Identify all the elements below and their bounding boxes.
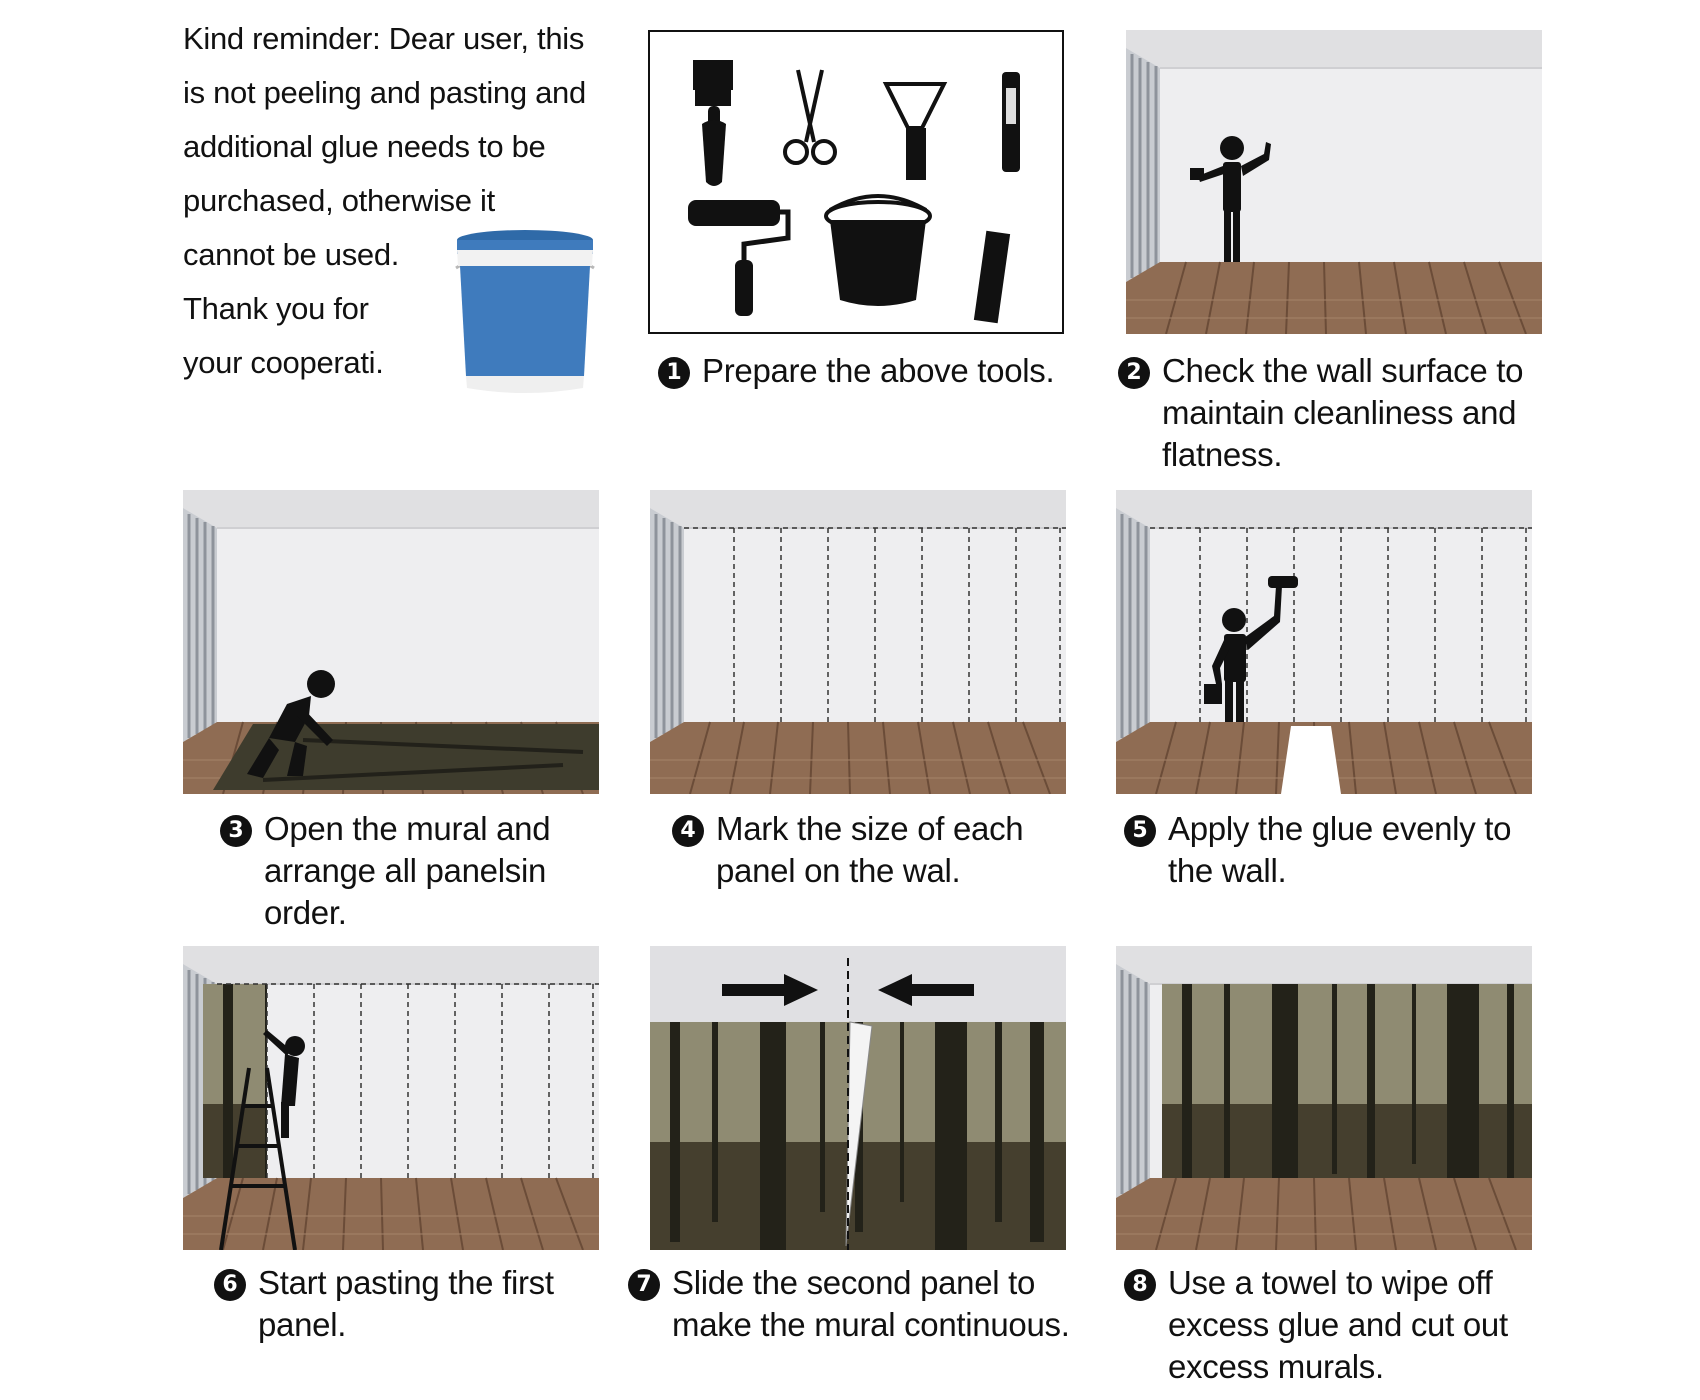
reminder-line: is not peeling and pasting and: [183, 75, 586, 110]
step-text: Start pasting the first: [258, 1264, 554, 1301]
step-caption: [628, 1262, 1070, 1346]
step-number-badge: 8: [1124, 1269, 1156, 1301]
step-text: panel.: [258, 1306, 347, 1343]
step-caption: [220, 808, 550, 934]
step-number-badge: 7: [628, 1269, 660, 1301]
scene-apply-glue: [1116, 490, 1532, 794]
step-text: Slide the second panel to: [672, 1264, 1036, 1301]
step-number-badge: 1: [658, 357, 690, 389]
glue-bucket-icon: [450, 228, 600, 398]
paint-roller-icon: [688, 200, 788, 316]
step-text: maintain cleanliness and: [1162, 394, 1517, 431]
step-text: Mark the size of each: [716, 810, 1024, 847]
step-caption: [672, 808, 1023, 892]
utility-knife-icon: [1002, 72, 1020, 172]
reminder-line: purchased, otherwise it: [183, 183, 495, 218]
step-number-badge: 6: [214, 1269, 246, 1301]
step-number-badge: 5: [1124, 815, 1156, 847]
step-text: Check the wall surface to: [1162, 352, 1524, 389]
step-number-badge: 2: [1118, 357, 1150, 389]
scene-check-wall: [1126, 30, 1542, 334]
scene-finished-mural: [1116, 946, 1532, 1250]
reminder-line: cannot be used.: [183, 237, 400, 272]
ruler-icon: [974, 231, 1010, 323]
reminder-line: Kind reminder: Dear user, this: [183, 21, 585, 56]
step-number-badge: 3: [220, 815, 252, 847]
step-text: Apply the glue evenly to: [1168, 810, 1512, 847]
step-text: excess glue and cut out: [1168, 1306, 1508, 1343]
step-caption: [214, 1262, 554, 1346]
step-text: arrange all panelsin: [264, 852, 547, 889]
step-caption: [658, 350, 1054, 392]
step-caption: [1124, 808, 1511, 892]
scene-slide-panel: [650, 946, 1066, 1250]
scissors-icon: [785, 70, 835, 163]
step-text: panel on the wal.: [716, 852, 961, 889]
step-text: order.: [264, 894, 347, 931]
step-text: Open the mural and: [264, 810, 551, 847]
bucket-icon: [826, 196, 930, 306]
putty-knife-icon: [886, 84, 944, 180]
scene-mark-panels: [650, 490, 1066, 794]
tools-panel: [648, 30, 1064, 334]
step-number-badge: 4: [672, 815, 704, 847]
step-text: excess murals.: [1168, 1348, 1384, 1385]
scene-open-mural: [183, 490, 599, 794]
reminder-line: Thank you for: [183, 291, 369, 326]
step-text: flatness.: [1162, 436, 1283, 473]
step-caption: [1118, 350, 1523, 476]
step-caption: [1124, 1262, 1508, 1388]
step-text: the wall.: [1168, 852, 1287, 889]
paint-brush-icon: [693, 60, 733, 186]
step-text: Prepare the above tools.: [702, 352, 1055, 389]
step-text: Use a towel to wipe off: [1168, 1264, 1493, 1301]
scene-first-panel: [183, 946, 599, 1250]
reminder-line: additional glue needs to be: [183, 129, 546, 164]
step-text: make the mural continuous.: [672, 1306, 1070, 1343]
reminder-line: your cooperati.: [183, 345, 384, 380]
